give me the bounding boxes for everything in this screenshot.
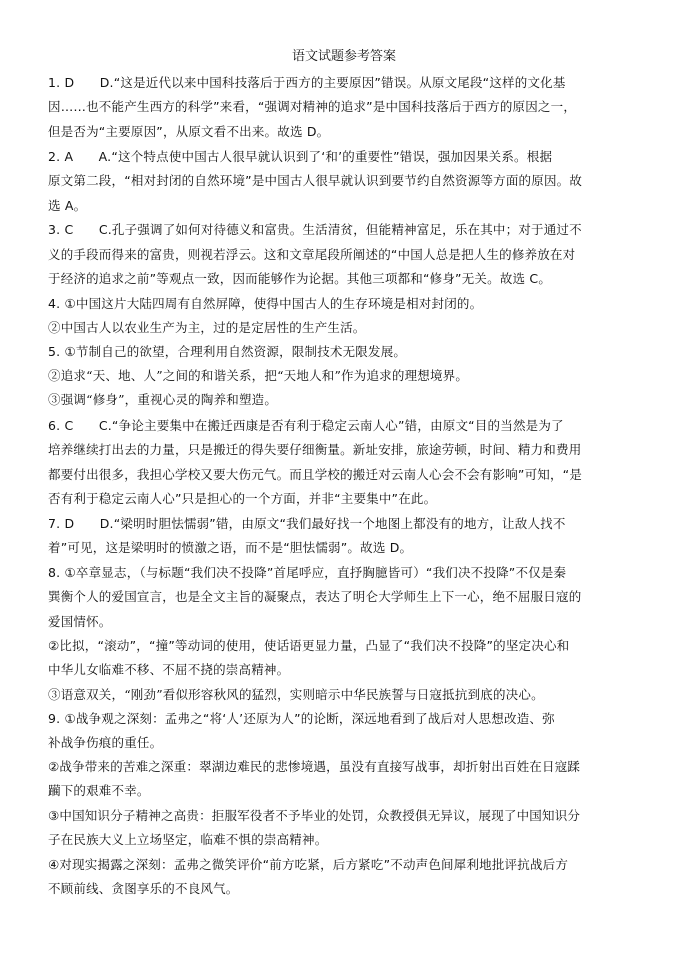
text-line: 6. C C.“争论主要集中在搬迁西康是否有利于稳定云南人心”错，由原文“目的当然是为了 xyxy=(48,418,564,433)
text-line: 4. ①中国这片大陆四周有自然屏障，使得中国古人的生存环境是相对封闭的。 xyxy=(48,296,483,311)
text-line: 5. ①节制自己的欲望，合理利用自然资源，限制技术无限发展。 xyxy=(48,344,407,359)
text-line: ③语意双关，“刚劲”看似形容秋风的猛烈，实则暗示中华民族誓与日寇抵抗到底的决心。 xyxy=(48,687,544,702)
text-line: 不顾前线、贪图享乐的不良风气。 xyxy=(48,881,239,896)
text-line: 躏下的艰难不幸。 xyxy=(48,783,150,798)
text-line: ②比拟，“滚动”，“撞”等动词的使用，使话语更显力量，凸显了“我们决不投降”的坚定决心和 xyxy=(48,638,570,653)
text-line: ③中国知识分子精神之高贵：拒服军役者不予毕业的处罚，众教授俱无异议，展现了中国知识分 xyxy=(48,808,581,823)
text-line: 义的手段而得来的富贵，则视若浮云。这和文章尾段所阐述的“中国人总是把人生的修养放在对 xyxy=(48,247,576,262)
text-line: 都要付出很多，我担心学校又要大伤元气。而且学校的搬迁对云南人心会不会有影响”可知，“是 xyxy=(48,467,583,482)
text-line: 原文第二段，“相对封闭的自然环境”是中国古人很早就认识到要节约自然资源等方面的原因。故 xyxy=(48,173,583,188)
text-line: 否有利于稳定云南人心”只是担心的一个方面，并非“主要集中”在此。 xyxy=(48,491,437,506)
text-line: ③强调“修身”，重视心灵的陶养和塑造。 xyxy=(48,392,278,407)
text-line: ②中国古人以农业生产为主，过的是定居性的生产生活。 xyxy=(48,320,366,335)
text-line: ②战争带来的苦难之深重：翠湖边难民的悲惨境遇，虽没有直接写战事，却折射出百姓在日寇蹂 xyxy=(48,759,581,774)
text-line: 培养继续打出去的力量，只是搬迁的得失要仔细衡量。新址安排，旅途劳顿，时间、精力和费用 xyxy=(48,442,582,457)
text-line: 8. ①卒章显志，（与标题“我们决不投降”首尾呼应，直抒胸臆皆可）“我们决不投降”不仅是秦 xyxy=(48,565,567,580)
text-line: ②追求“天、地、人”之间的和谐关系，把“天地人和”作为追求的理想境界。 xyxy=(48,368,469,383)
text-line: 巽衡个人的爱国宣言，也是全文主旨的凝聚点，表达了明仑大学师生上下一心，绝不屈服日寇的 xyxy=(48,589,582,604)
text-line: 中华儿女临难不移、不屈不挠的崇高精神。 xyxy=(48,662,290,677)
document-title: 语文试题参考答案 xyxy=(291,49,396,64)
text-line: 选 A。 xyxy=(48,198,87,213)
text-line: 2. A A.“这个特点使中国古人很早就认识到了‘和’的重要性”错误，强加因果关系。根据 xyxy=(48,149,553,164)
text-line: 3. C C.孔子强调了如何对待德义和富贵。生活清贫，但能精神富足，乐在其中；对于通过不 xyxy=(48,222,582,237)
text-line: 于经济的追求之前”等观点一致，因而能够作为论据。其他三项都和“修身”无关。故选 C。 xyxy=(48,271,552,286)
text-line: 7. D D.“梁明时胆怯懦弱”错，由原文“我们最好找一个地图上都没有的地方，让敌人找不 xyxy=(48,516,566,531)
text-line: 补战争伤痕的重任。 xyxy=(48,735,163,750)
text-line: 因……也不能产生西方的科学”来看，“强调对精神的追求”是中国科技落后于西方的原因之一， xyxy=(48,99,577,114)
text-line: 1. D D.“这是近代以来中国科技落后于西方的主要原因”错误。从原文尾段“这样的文化基 xyxy=(48,75,566,90)
text-line: 着”可见，这是梁明时的愤激之语，而不是“胆怯懦弱”。故选 D。 xyxy=(48,540,413,555)
text-line: ④对现实揭露之深刻：孟弗之微笑评价“前方吃紧，后方紧吃”不动声色间犀利地批评抗战后方 xyxy=(48,857,569,872)
text-line: 但是否为“主要原因”，从原文看不出来。故选 D。 xyxy=(48,124,330,139)
text-line: 爱国情怀。 xyxy=(48,614,112,629)
text-line: 子在民族大义上立场坚定，临难不惧的崇高精神。 xyxy=(48,832,328,847)
text-line: 9. ①战争观之深刻：孟弗之“将‘人’还原为人”的论断，深远地看到了战后对人思想改造、弥 xyxy=(48,711,555,726)
